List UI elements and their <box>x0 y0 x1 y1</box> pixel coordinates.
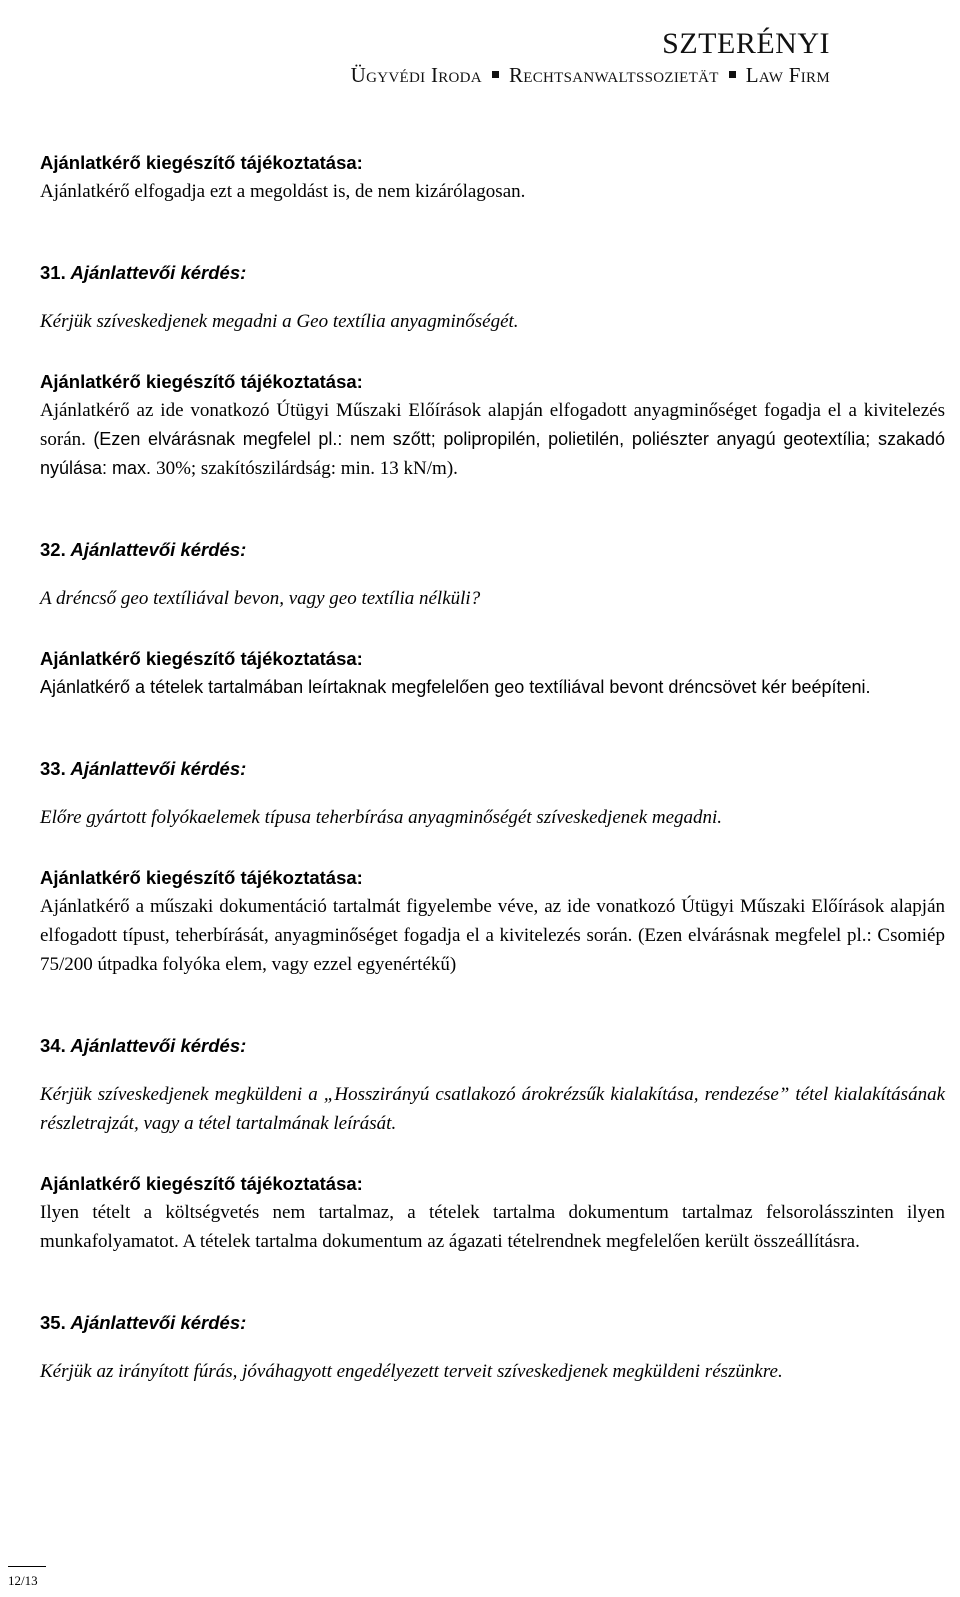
answer-32 <box>40 644 945 702</box>
question-text: Kérjük szíveskedjenek megküldeni a „Hosszirányú csatlakozó árokrézsűk kialakítása, rendezése” tétel kialakításának részletrajzát, vagy a tétel tartalmának leírását. <box>40 1084 945 1134</box>
question-label: Ajánlattevői kérdés: <box>70 1312 247 1333</box>
answer-text <box>40 396 945 483</box>
document-body <box>40 148 945 1417</box>
question-number: 33. <box>40 758 66 779</box>
footer-rule <box>8 1566 46 1567</box>
answer-31 <box>40 367 945 483</box>
question-number: 32. <box>40 539 66 560</box>
square-bullet-icon <box>729 71 736 78</box>
answer-heading: Ajánlatkérő kiegészítő tájékoztatása: <box>40 1173 363 1194</box>
question-header <box>40 754 945 784</box>
question-text: A dréncső geo textíliával bevon, vagy geo textília nélküli? <box>40 588 481 609</box>
question-number: 34. <box>40 1035 66 1056</box>
question-label: Ajánlattevői kérdés: <box>70 1035 247 1056</box>
question-label: Ajánlattevői kérdés: <box>70 262 247 283</box>
answer-text-part: 30%; szakítószilárdság: min. 13 kN/m). <box>156 458 458 479</box>
question-header <box>40 258 945 288</box>
answer-heading: Ajánlatkérő kiegészítő tájékoztatása: <box>40 152 363 173</box>
question-header <box>40 1308 945 1338</box>
question-text: Előre gyártott folyókaelemek típusa teherbírása anyagminőségét szíveskedjenek megadni. <box>40 807 723 828</box>
question-label: Ajánlattevői kérdés: <box>70 758 247 779</box>
answer-text: Ajánlatkérő a tételek tartalmában leírtaknak megfelelően geo textíliával bevont dréncsövet kér beépíteni. <box>40 677 871 697</box>
answer-text: Ajánlatkérő elfogadja ezt a megoldást is, de nem kizárólagosan. <box>40 181 526 202</box>
intro-answer <box>40 148 945 206</box>
question-label: Ajánlattevői kérdés: <box>70 539 247 560</box>
firm-name: SZTERÉNYI <box>662 27 830 60</box>
firm-subtitle-hu: Ügyvédi Iroda <box>350 63 482 87</box>
firm-subtitle-de: Rechtsanwaltssozietät <box>508 63 719 87</box>
answer-text: Ilyen tételt a költségvetés nem tartalmaz, a tételek tartalma dokumentum tartalmaz felsorolásszinten ilyen munkafolyamatot. A tételek tartalma dokumentum az ágazati tételrendnek megfelelően került összeállításra. <box>40 1202 945 1252</box>
answer-34 <box>40 1169 945 1256</box>
question-34 <box>40 1031 945 1138</box>
question-31 <box>40 258 945 336</box>
question-35 <box>40 1308 945 1386</box>
question-header <box>40 1031 945 1061</box>
question-text: Kérjük az irányított fúrás, jóváhagyott engedélyezett terveit szíveskedjenek megküldeni részünkre. <box>40 1361 783 1382</box>
answer-heading: Ajánlatkérő kiegészítő tájékoztatása: <box>40 648 363 669</box>
question-number: 31. <box>40 262 66 283</box>
firm-subtitle-en: Law Firm <box>745 63 830 87</box>
page-number: 12/13 <box>8 1573 38 1588</box>
question-number: 35. <box>40 1312 66 1333</box>
square-bullet-icon <box>492 71 499 78</box>
answer-33 <box>40 863 945 979</box>
question-text: Kérjük szíveskedjenek megadni a Geo textília anyagminőségét. <box>40 311 519 332</box>
answer-text-part: (Ezen elvárásnak megfelel pl.: nem szőtt; polipropilén, polietilén, poliészter anyagú geotextília; szakadó nyúlása: max. <box>40 429 945 478</box>
answer-text-part: Ajánlatkérő az ide vonatkozó Útügyi Műszaki Előírások alapján elfogadott anyagminőséget fogadja el a kivitelezés során. <box>40 400 945 450</box>
answer-heading: Ajánlatkérő kiegészítő tájékoztatása: <box>40 371 363 392</box>
question-header <box>40 535 945 565</box>
answer-heading: Ajánlatkérő kiegészítő tájékoztatása: <box>40 867 363 888</box>
question-32 <box>40 535 945 613</box>
letterhead <box>351 26 830 88</box>
answer-text: Ajánlatkérő a műszaki dokumentáció tartalmát figyelembe véve, az ide vonatkozó Útügyi Műszaki Előírások alapján elfogadott típust, teherbírását, anyagminőséget fogadja el a kivitelezés során. (Ezen elvárásnak megfelel pl.: Csomiép 75/200 útpadka folyóka elem, vagy ezzel egyenértékű) <box>40 896 945 975</box>
firm-subtitle <box>351 62 830 88</box>
question-33 <box>40 754 945 832</box>
